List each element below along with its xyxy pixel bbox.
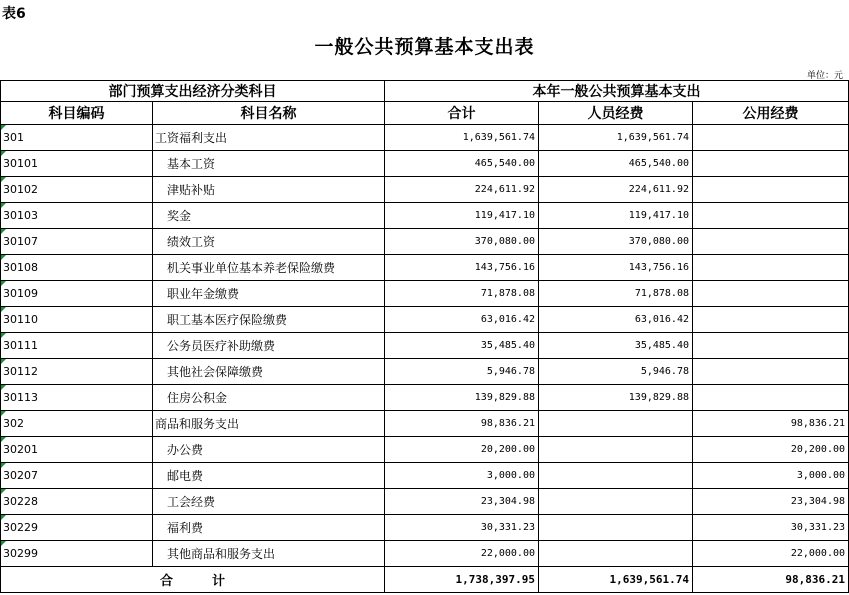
row-personnel [539,489,693,515]
row-code: 301 [1,125,153,151]
row-code: 30103 [1,203,153,229]
row-name: 公务员医疗补助缴费 [153,333,385,359]
table-row [1,437,849,463]
row-total: 35,485.40 [385,333,539,359]
row-public: 22,000.00 [693,541,849,567]
row-code: 30299 [1,541,153,567]
total-row [1,567,849,593]
header-left-group: 部门预算支出经济分类科目 [1,81,385,102]
page-title: 一般公共预算基本支出表 [314,36,535,58]
row-total: 143,756.16 [385,255,539,281]
table-row [1,281,849,307]
table-row [1,463,849,489]
row-public: 3,000.00 [693,463,849,489]
total-sum: 1,738,397.95 [385,567,539,593]
row-total: 22,000.00 [385,541,539,567]
header-code: 科目编码 [1,102,153,125]
table-row [1,307,849,333]
row-code: 30228 [1,489,153,515]
budget-table [0,80,849,593]
row-name: 工会经费 [153,489,385,515]
row-total: 63,016.42 [385,307,539,333]
row-public [693,385,849,411]
row-name: 福利费 [153,515,385,541]
row-public [693,281,849,307]
header-right-group: 本年一般公共预算基本支出 [385,81,849,102]
table-row [1,359,849,385]
table-row [1,177,849,203]
row-personnel: 139,829.88 [539,385,693,411]
table-row [1,515,849,541]
row-public [693,125,849,151]
table-row [1,229,849,255]
row-public: 30,331.23 [693,515,849,541]
row-personnel: 143,756.16 [539,255,693,281]
row-total: 5,946.78 [385,359,539,385]
row-total: 370,080.00 [385,229,539,255]
row-public [693,255,849,281]
row-name: 邮电费 [153,463,385,489]
row-personnel: 63,016.42 [539,307,693,333]
row-total: 1,639,561.74 [385,125,539,151]
table-row [1,255,849,281]
row-name: 住房公积金 [153,385,385,411]
row-public [693,151,849,177]
row-personnel [539,411,693,437]
row-public [693,307,849,333]
total-label: 合 计 [1,567,385,593]
table-row [1,203,849,229]
row-name: 工资福利支出 [153,125,385,151]
row-total: 71,878.08 [385,281,539,307]
row-name: 基本工资 [153,151,385,177]
row-code: 30109 [1,281,153,307]
table-body [1,125,849,567]
row-public: 23,304.98 [693,489,849,515]
header-group-row [1,81,849,102]
table-row [1,489,849,515]
row-personnel: 370,080.00 [539,229,693,255]
total-personnel: 1,639,561.74 [539,567,693,593]
row-personnel: 71,878.08 [539,281,693,307]
row-code: 302 [1,411,153,437]
total-public: 98,836.21 [693,567,849,593]
row-name: 商品和服务支出 [153,411,385,437]
row-public: 20,200.00 [693,437,849,463]
table-row [1,541,849,567]
row-total: 119,417.10 [385,203,539,229]
row-total: 139,829.88 [385,385,539,411]
row-personnel [539,541,693,567]
row-total: 20,200.00 [385,437,539,463]
header-personnel: 人员经费 [539,102,693,125]
row-total: 3,000.00 [385,463,539,489]
row-public [693,229,849,255]
unit-label: 单位：元 [806,71,843,81]
row-name: 办公费 [153,437,385,463]
table-row [1,385,849,411]
row-public [693,203,849,229]
row-name: 绩效工资 [153,229,385,255]
header-column-row [1,102,849,125]
row-total: 224,611.92 [385,177,539,203]
table-row [1,333,849,359]
row-public [693,177,849,203]
table-row [1,411,849,437]
row-code: 30113 [1,385,153,411]
row-code: 30229 [1,515,153,541]
row-personnel: 35,485.40 [539,333,693,359]
row-name: 职业年金缴费 [153,281,385,307]
table-number: 表6 [2,6,26,22]
row-name: 职工基本医疗保险缴费 [153,307,385,333]
row-total: 23,304.98 [385,489,539,515]
row-personnel: 465,540.00 [539,151,693,177]
row-code: 30111 [1,333,153,359]
row-code: 30107 [1,229,153,255]
row-personnel [539,437,693,463]
row-personnel: 119,417.10 [539,203,693,229]
row-name: 其他社会保障缴费 [153,359,385,385]
row-personnel [539,463,693,489]
row-personnel [539,515,693,541]
row-total: 98,836.21 [385,411,539,437]
row-public: 98,836.21 [693,411,849,437]
row-code: 30108 [1,255,153,281]
row-name: 机关事业单位基本养老保险缴费 [153,255,385,281]
row-personnel: 5,946.78 [539,359,693,385]
row-code: 30112 [1,359,153,385]
row-public [693,359,849,385]
row-personnel: 224,611.92 [539,177,693,203]
row-name: 津贴补贴 [153,177,385,203]
row-total: 30,331.23 [385,515,539,541]
row-code: 30101 [1,151,153,177]
row-name: 其他商品和服务支出 [153,541,385,567]
row-personnel: 1,639,561.74 [539,125,693,151]
row-code: 30201 [1,437,153,463]
header-total: 合计 [385,102,539,125]
row-public [693,333,849,359]
row-name: 奖金 [153,203,385,229]
row-code: 30102 [1,177,153,203]
table-row [1,151,849,177]
header-public: 公用经费 [693,102,849,125]
header-name: 科目名称 [153,102,385,125]
table-row [1,125,849,151]
row-code: 30207 [1,463,153,489]
row-total: 465,540.00 [385,151,539,177]
row-code: 30110 [1,307,153,333]
